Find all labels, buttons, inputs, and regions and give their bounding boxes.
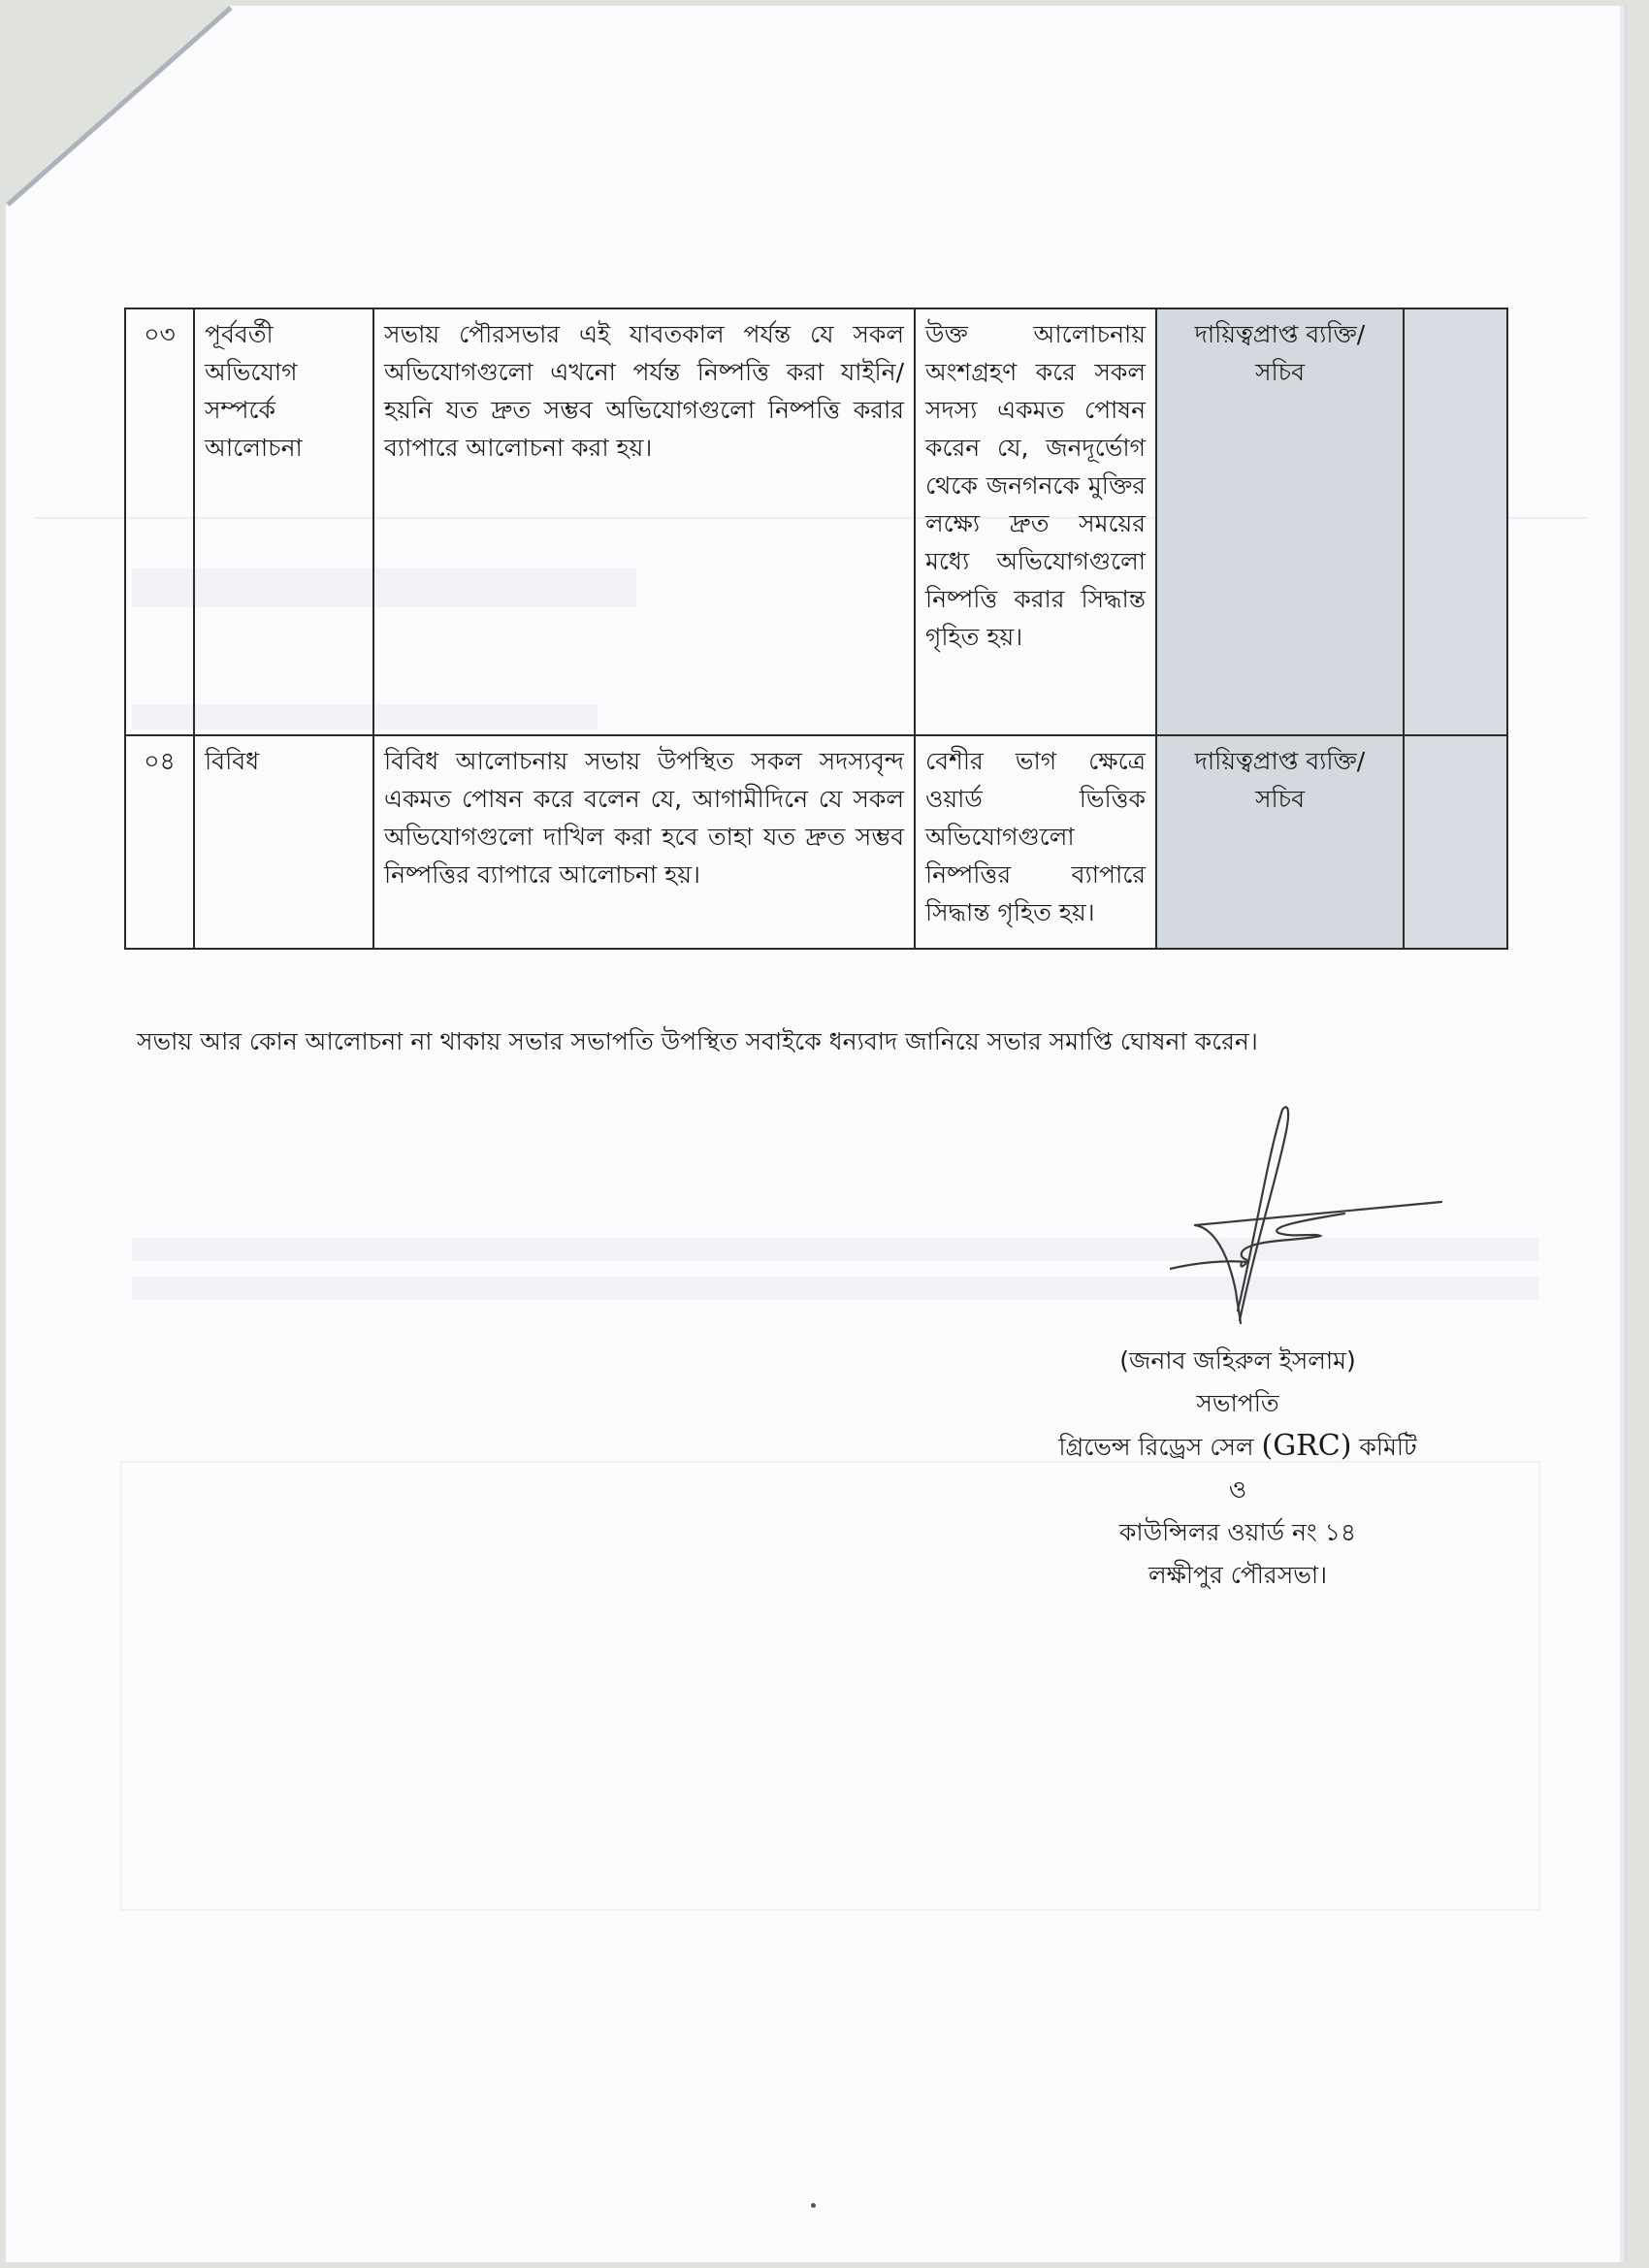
decision-cell: বেশীর ভাগ ক্ষেত্রে ওয়ার্ড ভিত্তিক অভিযোগগুলো নিষ্পত্তির ব্যাপারে সিদ্ধান্ত গৃহিত হয়। <box>915 735 1156 949</box>
signature-image <box>1170 1073 1480 1345</box>
discussion-cell: বিবিধ আলোচনায় সভায় উপস্থিত সকল সদস্যবৃন্দ একমত পোষন করে বলেন যে, আগামীদিনে যে সকল অভিযোগগুলো দাখিল করা হবে তাহা যত দ্রুত সম্ভব নিষ্পত্তির ব্যাপারে আলোচনা হয়। <box>373 735 915 949</box>
closing-statement: সভায় আর কোন আলোচনা না থাকায় সভার সভাপতি উপস্থিত সবাইকে ধন্যবাদ জানিয়ে সভার সমাপ্তি ঘোষনা করেন। <box>137 1027 1258 1055</box>
signatory-designation: সভাপতি <box>1196 1389 1279 1417</box>
signature-block <box>1034 1340 1441 1597</box>
municipality-name: লক্ষীপুর পৌরসভা। <box>1148 1561 1328 1589</box>
responsible-cell: দায়িত্বপ্রাপ্ত ব্যক্তি/ সচিব <box>1156 308 1404 735</box>
committee-name <box>1034 1425 1441 1469</box>
remarks-cell <box>1404 308 1507 735</box>
conjunction: ও <box>1228 1475 1247 1504</box>
decision-cell: উক্ত আলোচনায় অংশগ্রহণ করে সকল সদস্য একমত পোষন করেন যে, জনদূর্ভোগ থেকে জনগনকে মুক্তির লক্ষ্যে দ্রুত সময়ের মধ্যে অভিযোগগুলো নিষ্পত্তি করার সিদ্ধান্ত গৃহিত হয়। <box>915 308 1156 735</box>
serial-cell: ০৩ <box>125 308 194 735</box>
remarks-cell <box>1404 735 1507 949</box>
committee-prefix: গ্রিভেন্স রিড্রেস সেল <box>1058 1433 1262 1461</box>
folded-corner <box>6 6 239 210</box>
serial-cell: ০৪ <box>125 735 194 949</box>
table-row <box>125 735 1507 949</box>
ink-speck <box>811 2203 816 2208</box>
document-page <box>6 6 1620 2262</box>
responsible-cell: দায়িত্বপ্রাপ্ত ব্যক্তি/ সচিব <box>1156 735 1404 949</box>
committee-suffix: কমিটি <box>1351 1433 1417 1461</box>
table-row <box>125 308 1507 735</box>
discussion-cell: সভায় পৌরসভার এই যাবতকাল পর্যন্ত যে সকল অভিযোগগুলো এখনো পর্যন্ত নিষ্পত্তি করা যাইনি/হয়নি যত দ্রুত সম্ভব অভিযোগগুলো নিষ্পত্তি করার ব্যাপারে আলোচনা করা হয়। <box>373 308 915 735</box>
topic-cell: বিবিধ <box>194 735 373 949</box>
topic-cell: পূর্ববর্তী অভিযোগ সম্পর্কে আলোচনা <box>194 308 373 735</box>
minutes-table <box>124 308 1508 950</box>
signatory-name: (জনাব জহিরুল ইসলাম) <box>1119 1346 1356 1375</box>
ward-designation: কাউন্সিলর ওয়ার্ড নং ১৪ <box>1118 1518 1357 1546</box>
committee-abbr: (GRC) <box>1261 1429 1352 1463</box>
